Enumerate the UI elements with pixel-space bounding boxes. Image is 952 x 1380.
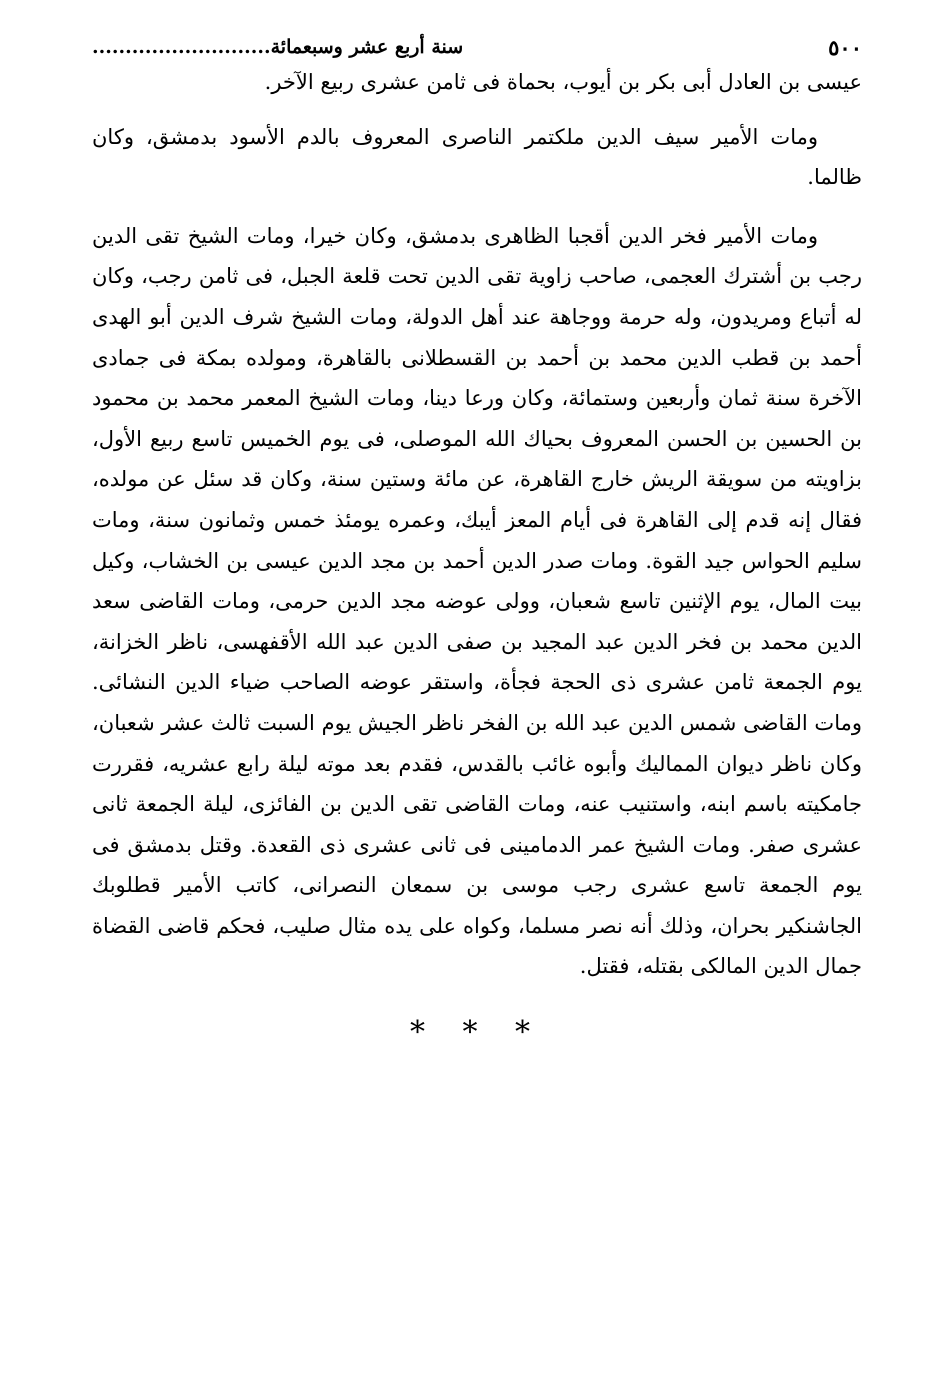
page-number: ٥٠٠ xyxy=(828,34,862,60)
running-head-title-text: سنة أربع عشر وسبعمائة xyxy=(270,36,464,58)
section-divider: * * * xyxy=(409,1015,545,1051)
paragraph-1: عيسى بن العادل أبى بكر بن أيوب، بحماة فى ثامن عشرى ربيع الآخر. xyxy=(264,70,862,94)
running-head xyxy=(92,30,862,64)
book-page xyxy=(92,30,862,1053)
running-head-title: سنة أربع عشر وسبعمائة........................... xyxy=(92,36,464,58)
paragraph-2: ومات الأمير سيف الدين ملكتمر الناصرى المعروف بالدم الأسود بدمشق، وكان ظالما. xyxy=(92,124,862,190)
paragraph-3: ومات الأمير فخر الدين أقجبا الظاهرى بدمشق، وكان خيرا، ومات الشيخ تقى الدين رجب بن أشترك العجمى، صاحب زاوية تقى الدين تحت قلعة الجبل، فى ثامن رجب، وكان له أتباع ومريدون، وله حرمة ووجاهة عند أهل الدولة، ومات الشيخ شرف الدين أبو الهدى أحمد بن قطب الدين محمد بن أحمد بن القسطلانى بالقاهرة، ومولده بمكة فى جمادى الآخرة سنة ثمان وأربعين وستمائة، وكان ورعا دينا، ومات الشيخ المعمر محمد بن محمود بن الحسين بن الحسن المعروف بحياك الله الموصلى، فى يوم الخميس تاسع ربيع الأول، بزاويته من سويقة الريش خارج القاهرة، عن مائة وستين سنة، وكان قد سئل عن مولده، فقال إنه قدم إلى القاهرة فى أيام المعز أيبك، وعمره يومئذ خمس وثمانون سنة، ومات سليم الحواس جيد القوة. ومات صدر الدين أحمد بن مجد الدين عيسى بن الخشاب، وكيل بيت المال، يوم الإثنين تاسع شعبان، وولى عوضه مجد الدين حرمى، ومات القاضى سعد الدين محمد بن فخر الدين عبد المجيد بن صفى الدين عبد الله الأقفهسى، ناظر الخزانة، يوم الجمعة ثامن عشرى ذى الحجة فجأة، واستقر عوضه الصاحب ضياء الدين النشائى. ومات القاضى شمس الدين عبد الله بن الفخر ناظر الجيش يوم السبت ثالث عشر شعبان، وكان ناظر ديوان المماليك وأبوه غائب بالقدس، فقدم بعد موته ليلة رابع عشريه، فقررت جامكيته باسم ابنه، واستنيب عنه، ومات القاضى تقى الدين بن الفائزى، ليلة الجمعة ثانى عشرى صفر. ومات الشيخ عمر الدمامينى فى ثانى عشرى ذى القعدة. وقتل بدمشق فى يوم الجمعة تاسع عشرى رجب موسى بن سمعان النصرانى، كاتب الأمير قطلوبك الجاشنكير بحران، وذلك أنه نصر مسلما، وكواه على يده مثال صليب، فحكم قاضى القضاة جمال الدين المالكى بقتله، فقتل. xyxy=(92,223,862,979)
